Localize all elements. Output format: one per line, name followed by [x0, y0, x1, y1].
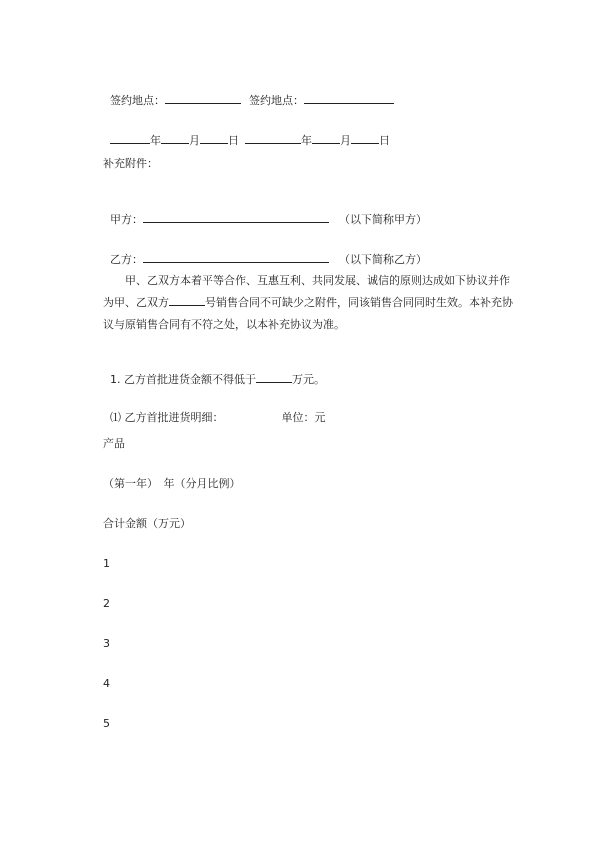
first-year-header: （第一年） 年（分月比例）: [103, 477, 241, 490]
product-header: 产品: [103, 437, 125, 450]
day-label-1: 日: [228, 134, 239, 147]
day-label-2: 日: [379, 134, 390, 147]
row-number: 3: [103, 637, 110, 650]
total-amount-header: 合计金额（万元）: [103, 517, 191, 530]
contract-number-blank: [169, 294, 205, 306]
intro-line-1: [81, 270, 510, 292]
intro-line-2: [103, 292, 513, 314]
day-blank-2: [351, 132, 379, 144]
year-label-2: 年: [301, 134, 312, 147]
year-blank-1: [110, 132, 150, 144]
clause-1-text-a: 1. 乙方首批进货金额不得低于: [110, 373, 256, 386]
party-b-blank: [143, 251, 329, 263]
intro-line-3: 议与原销售合同有不符之处，以本补充协议为准。: [103, 318, 345, 331]
party-a-note: （以下简称甲方）: [339, 213, 427, 226]
intro-line-2-text-b: 号销售合同不可缺少之附件，同该销售合同同时生效。本补充协: [205, 296, 513, 309]
detail-label: ⑴ 乙方首批进货明细：: [110, 411, 224, 424]
row-number: 5: [103, 717, 110, 730]
signing-place-label-2: 签约地点：: [249, 94, 304, 107]
intro-paragraph: [103, 270, 513, 336]
signing-place-label-1: 签约地点：: [110, 94, 165, 107]
party-b-label: 乙方：: [110, 253, 143, 266]
month-label-2: 月: [340, 134, 351, 147]
party-a-label: 甲方：: [110, 213, 143, 226]
party-a-blank: [143, 211, 329, 223]
month-label-1: 月: [189, 134, 200, 147]
year-label-1: 年: [150, 134, 161, 147]
party-b-note: （以下简称乙方）: [339, 253, 427, 266]
party-a-line: [103, 197, 427, 227]
intro-line-2-text-a: 为甲、乙双方: [103, 296, 169, 309]
row-number: 1: [103, 557, 110, 570]
party-b-line: [103, 237, 427, 267]
signing-place-blank-2: [304, 92, 394, 104]
row-number: 2: [103, 597, 110, 610]
clause-1: [103, 357, 325, 387]
clause-1-detail: [103, 397, 326, 425]
month-blank-2: [312, 132, 340, 144]
signing-place-blank-1: [165, 92, 241, 104]
intro-line-1-text: 甲、乙双方本着平等合作、互惠互利、共同发展、诚信的原则达成如下协议并作: [125, 274, 510, 287]
unit-label: 单位：元: [281, 411, 326, 424]
signing-date-line: [103, 118, 390, 148]
day-blank-1: [200, 132, 228, 144]
month-blank-1: [161, 132, 189, 144]
amount-blank: [256, 371, 292, 383]
row-number: 4: [103, 677, 110, 690]
signing-place-line: [103, 78, 394, 108]
supplement-title: 补充附件：: [103, 157, 158, 170]
year-blank-2: [245, 132, 301, 144]
clause-1-text-b: 万元。: [292, 373, 325, 386]
